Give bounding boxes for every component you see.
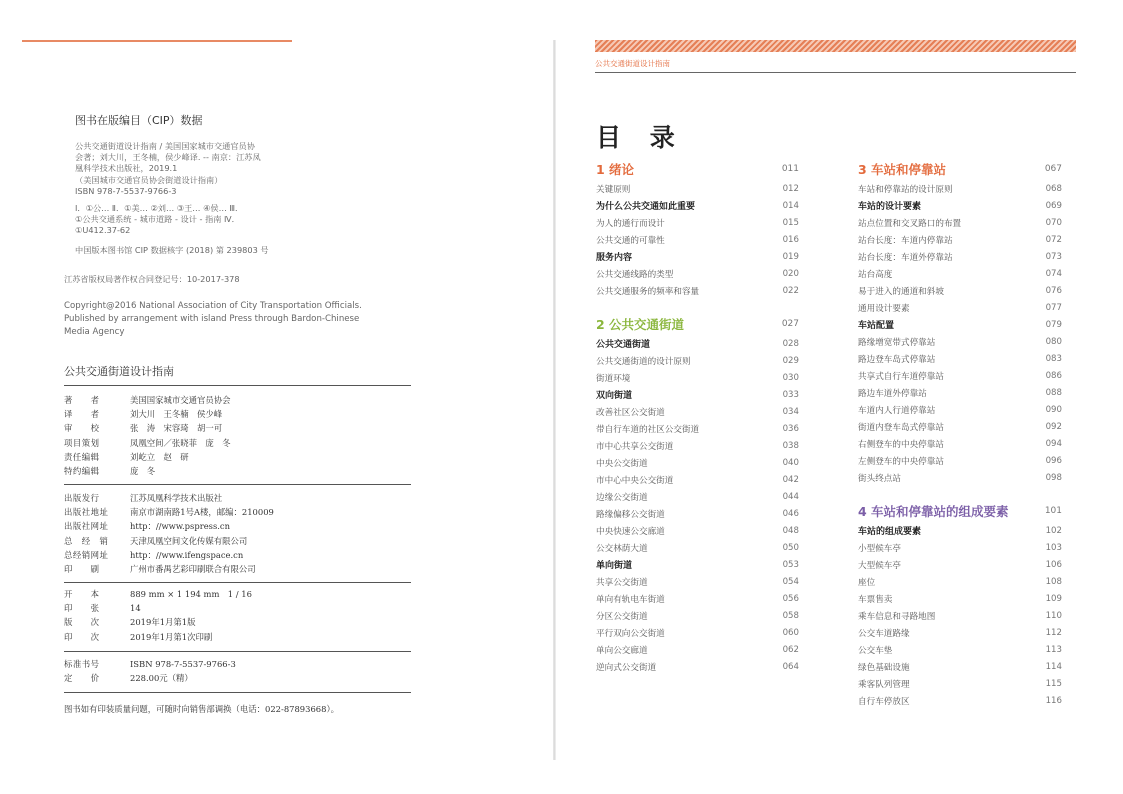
copyright-line: Media Agency [64,327,125,337]
toc-entry-title: 乘车信息和寻路地图 [858,611,936,622]
toc-entry-title: 公共交通街道的设计原则 [596,356,691,367]
cip-line: ISBN 978-7-5537-9766-3 [75,185,177,196]
toc-entry-page: 067 [1044,164,1062,174]
info-value: 2019年1月第1次印刷 [130,631,213,642]
divider [64,651,411,652]
toc-entry-title: 单向有轨电车街道 [596,594,665,605]
toc-entry-page: 114 [1045,661,1062,672]
toc-entry-page: 077 [1045,302,1062,313]
info-row [64,505,274,519]
toc-item[interactable] [858,435,1062,452]
info-row [64,491,274,505]
info-value: http：//www.ifengspace.cn [130,549,244,560]
toc-entry-page: 044 [782,491,799,502]
toc-entry-title: 单向街道 [596,561,633,571]
toc-entry-page: 110 [1045,610,1062,621]
running-head: 公共交通街道设计指南 [595,59,670,68]
copyright-line: Published by arrangement with island Press through Bardon-Chinese [64,314,360,324]
toc-entry-page: 072 [1045,234,1062,245]
toc-entry-page: 101 [1044,506,1062,516]
info-label: 版 次 [64,617,100,628]
toc-section[interactable] [858,316,1062,333]
toc-item[interactable] [858,590,1062,607]
info-label: 印 张 [64,603,100,614]
divider [64,692,411,693]
toc-entry-title: 易于进入的通道和斜坡 [858,286,944,297]
specs-list [64,587,252,644]
toc-entry-page: 016 [782,234,799,245]
info-row [64,519,274,533]
toc-entry-page: 069 [1045,200,1062,211]
toc-entry-title: 乘客队列管理 [858,679,910,690]
toc-entry-page: 029 [782,355,799,366]
toc-column-1 [596,158,799,675]
toc-entry-title: 单向公交廊道 [596,645,648,656]
toc-item[interactable] [858,573,1062,590]
info-label: 总 经 销 [64,535,109,546]
toc-entry-title: 双向街道 [596,391,633,401]
info-label: 出版发行 [64,493,100,503]
publisher-list [64,491,274,576]
info-row [64,587,252,601]
info-row [64,657,236,671]
toc-entry-title: 右侧登车的中央停靠站 [858,439,944,450]
toc-entry-page: 040 [782,457,799,468]
toc-entry-title: 市中心中央公交街道 [596,475,674,486]
toc-entry-title: 车站配置 [858,321,895,331]
toc-item[interactable] [596,352,799,369]
info-value: ISBN 978-7-5537-9766-3 [130,659,236,669]
toc-chapter[interactable] [596,313,799,335]
toc-entry-title: 街道内登车岛式停靠站 [858,422,944,433]
info-value: 江苏凤凰科学技术出版社 [130,493,223,503]
info-label: 项目策划 [64,437,100,448]
toc-entry-page: 094 [1045,438,1062,449]
toc-entry-page: 027 [781,319,799,329]
toc-entry-title: 站台长度：车道外停靠站 [858,252,953,263]
info-value: 14 [130,603,141,614]
toc-entry-title: 车站的设计要素 [858,202,922,212]
toc-entry-title: 路缘增宽带式停靠站 [858,337,936,348]
info-label: 出版社地址 [64,507,109,518]
cip-line: 凰科学技术出版社，2019.1 [75,163,178,174]
toc-entry-page: 048 [782,525,799,536]
toc-chapter[interactable] [858,158,1062,180]
top-rule [22,40,292,42]
quality-notice: 图书如有印装质量问题，可随时向销售部调换（电话：022-87893668）。 [64,704,339,714]
info-row [64,450,231,464]
toc-entry-title: 公共交通线路的类型 [596,269,674,280]
info-value: 889 mm × 1 194 mm 1 / 16 [130,589,252,599]
toc-item[interactable] [858,333,1062,350]
info-label: 定 价 [64,673,100,684]
toc-item[interactable] [858,624,1062,641]
cip-block [75,141,295,237]
right-page-toc [556,0,1123,794]
toc-item[interactable] [858,418,1062,435]
toc-entry-title: 2 公共交通街道 [596,317,685,332]
cip-verify-number: 中国版本图书馆 CIP 数据核字 (2018) 第 239803 号 [75,245,269,255]
toc-entry-title: 服务内容 [596,253,633,263]
info-row [64,630,252,644]
toc-entry-title: 小型候车亭 [858,543,901,554]
toc-item[interactable] [858,469,1062,486]
info-value: 刘屹立 赵 研 [130,451,189,462]
toc-entry-page: 020 [782,268,799,279]
toc-entry-page: 102 [1045,525,1062,536]
cip-line: （美国城市交通官员协会街道设计指南） [75,174,223,185]
toc-item[interactable] [596,420,799,437]
info-value: 美国国家城市交通官员协会 [130,395,231,405]
toc-entry-title: 街头终点站 [858,473,901,484]
toc-item[interactable] [858,367,1062,384]
toc-entry-page: 060 [782,627,799,638]
toc-item[interactable] [596,282,799,299]
toc-entry-title: 公交车道路缘 [858,628,910,639]
isbn-list [64,657,236,685]
info-row [64,421,231,435]
toc-entry-title: 站台高度 [858,269,893,280]
info-label: 出版社网址 [64,521,109,532]
toc-entry-title: 公交车垫 [858,645,893,656]
toc-entry-title: 公共交通街道 [596,340,651,350]
info-label: 总经销网址 [64,549,109,560]
toc-item[interactable] [858,265,1062,282]
toc-entry-title: 为人的通行而设计 [596,218,665,229]
toc-item[interactable] [858,658,1062,675]
toc-item[interactable] [858,692,1062,709]
toc-item[interactable] [858,248,1062,265]
toc-entry-page: 064 [782,661,799,672]
toc-entry-page: 012 [782,183,799,194]
info-row [64,464,231,478]
toc-entry-page: 038 [782,440,799,451]
toc-item[interactable] [596,522,799,539]
toc-entry-page: 011 [781,164,799,174]
toc-entry-page: 068 [1045,183,1062,194]
toc-section[interactable] [858,197,1062,214]
info-row [64,436,231,450]
book-title: 公共交通街道设计指南 [64,365,174,378]
toc-entry-page: 022 [782,285,799,296]
toc-entry-title: 左侧登车的中央停靠站 [858,456,944,467]
toc-entry-page: 103 [1045,542,1062,553]
contract-registration: 江苏省版权局著作权合同登记号：10-2017-378 [64,274,240,284]
info-value: 天津凤凰空间文化传媒有限公司 [130,535,248,546]
toc-entry-title: 中央公交街道 [596,458,648,469]
toc-item[interactable] [858,556,1062,573]
toc-entry-page: 019 [782,251,799,262]
toc-item[interactable] [596,573,799,590]
toc-item[interactable] [596,214,799,231]
toc-entry-page: 030 [782,372,799,383]
toc-entry-title: 大型候车亭 [858,560,901,571]
toc-entry-page: 112 [1045,627,1062,638]
toc-entry-page: 090 [1045,404,1062,415]
toc-entry-title: 通用设计要素 [858,303,910,314]
divider [64,385,411,386]
toc-item[interactable] [858,231,1062,248]
divider [64,484,411,485]
toc-section[interactable] [858,522,1062,539]
info-row [64,534,274,548]
toc-entry-title: 车票售卖 [858,594,893,605]
toc-item[interactable] [596,624,799,641]
info-row [64,562,274,576]
toc-item[interactable] [596,265,799,282]
toc-entry-page: 054 [782,576,799,587]
header-stripe [595,40,1076,52]
toc-entry-title: 平行双向公交街道 [596,628,665,639]
toc-entry-page: 074 [1045,268,1062,279]
info-value: 广州市番禺艺彩印刷联合有限公司 [130,563,256,574]
toc-entry-title: 逆向式公交街道 [596,662,657,673]
divider [64,582,411,583]
toc-entry-title: 路边车道外停靠站 [858,388,927,399]
toc-item[interactable] [858,299,1062,316]
info-value: 庞 冬 [130,465,156,476]
toc-entry-page: 015 [782,217,799,228]
cip-heading: 图书在版编目（CIP）数据 [75,114,203,127]
toc-item[interactable] [858,350,1062,367]
toc-entry-page: 036 [782,423,799,434]
toc-entry-page: 042 [782,474,799,485]
cip-subject-line: Ⅰ．①公… Ⅱ．①美… ②刘… ③王… ④侯… Ⅲ． [75,203,244,214]
info-row [64,601,252,615]
toc-section[interactable] [596,197,799,214]
toc-item[interactable] [858,214,1062,231]
toc-entry-page: 070 [1045,217,1062,228]
toc-column-2 [858,158,1062,709]
copyright-notice [64,300,362,339]
toc-entry-title: 带自行车道的社区公交街道 [596,424,700,435]
toc-entry-title: 绿色基础设施 [858,662,910,673]
toc-entry-page: 096 [1045,455,1062,466]
toc-item[interactable] [596,607,799,624]
toc-item[interactable] [596,403,799,420]
info-row [64,393,231,407]
toc-chapter[interactable] [596,158,799,180]
cip-subject-line: ①公共交通系统 - 城市道路 - 设计 - 指南 Ⅳ． [75,214,240,225]
toc-entry-page: 113 [1045,644,1062,655]
toc-section[interactable] [596,335,799,352]
toc-entry-page: 106 [1045,559,1062,570]
toc-entry-title: 座位 [858,577,876,588]
info-row [64,615,252,629]
toc-entry-title: 共享公交街道 [596,577,648,588]
info-value: 刘大川 王冬楠 侯少峰 [130,409,223,420]
toc-entry-page: 073 [1045,251,1062,262]
toc-entry-page: 053 [782,559,799,570]
toc-entry-title: 边缘公交街道 [596,492,648,503]
toc-entry-title: 车站的组成要素 [858,527,922,537]
info-value: 228.00元（精） [130,673,193,684]
toc-entry-title: 站点位置和交叉路口的布置 [858,218,962,229]
toc-chapter[interactable] [858,500,1062,522]
toc-entry-title: 街道环境 [596,373,631,384]
toc-entry-page: 034 [782,406,799,417]
toc-entry-title: 1 绪论 [596,162,635,177]
toc-entry-title: 分区公交街道 [596,611,648,622]
toc-entry-page: 108 [1045,576,1062,587]
toc-entry-page: 080 [1045,336,1062,347]
toc-item[interactable] [858,384,1062,401]
toc-entry-page: 079 [1045,319,1062,330]
toc-entry-page: 086 [1045,370,1062,381]
toc-item[interactable] [596,505,799,522]
toc-entry-title: 3 车站和停靠站 [858,162,947,177]
toc-entry-page: 083 [1045,353,1062,364]
info-label: 标准书号 [64,659,100,669]
info-value: 张 涛 宋容琦 胡一可 [130,423,223,434]
info-label: 印 刷 [64,563,100,574]
toc-entry-page: 076 [1045,285,1062,296]
toc-entry-page: 109 [1045,593,1062,604]
header-rule [595,72,1076,73]
toc-item[interactable] [596,590,799,607]
toc-item[interactable] [858,539,1062,556]
info-row [64,548,274,562]
toc-item[interactable] [596,471,799,488]
info-value: 2019年1月第1版 [130,617,196,628]
info-row [64,407,231,421]
toc-item[interactable] [858,180,1062,197]
toc-entry-title: 4 车站和停靠站的组成要素 [858,504,1009,519]
credits-list [64,393,231,478]
toc-section[interactable] [596,248,799,265]
info-label: 开 本 [64,589,100,599]
info-label: 审 校 [64,423,100,434]
toc-entry-page: 056 [782,593,799,604]
toc-entry-title: 站台长度：车道内停靠站 [858,235,953,246]
cip-line: 公共交通街道设计指南 / 美国国家城市交通官员协 [75,141,255,151]
info-label: 责任编辑 [64,451,100,462]
toc-item[interactable] [596,488,799,505]
toc-item[interactable] [858,607,1062,624]
toc-item[interactable] [596,539,799,556]
toc-entry-page: 116 [1045,695,1062,706]
toc-item[interactable] [596,658,799,675]
toc-item[interactable] [596,231,799,248]
info-label: 著 者 [64,395,100,405]
info-value: http：//www.pspress.cn [130,521,230,532]
toc-entry-page: 014 [782,200,799,211]
toc-entry-title: 为什么公共交通如此重要 [596,202,696,212]
toc-item[interactable] [858,282,1062,299]
info-label: 印 次 [64,631,100,642]
toc-entry-title: 路边登车岛式停靠站 [858,354,936,365]
toc-item[interactable] [596,437,799,454]
info-value: 凤凰空间／张晓菲 庞 冬 [130,437,231,448]
toc-spacer [596,299,799,313]
info-row [64,671,236,685]
toc-entry-title: 车站和停靠站的设计原则 [858,184,953,195]
toc-entry-title: 公共交通服务的频率和容量 [596,286,700,297]
toc-spacer [858,486,1062,500]
toc-entry-title: 公交林荫大道 [596,543,648,554]
toc-entry-page: 046 [782,508,799,519]
toc-item[interactable] [596,641,799,658]
info-label: 译 者 [64,409,100,420]
toc-entry-title: 共享式自行车道停靠站 [858,371,944,382]
toc-entry-title: 自行车停放区 [858,696,910,707]
toc-item[interactable] [858,675,1062,692]
toc-entry-title: 中央快速公交廊道 [596,526,665,537]
toc-entry-page: 088 [1045,387,1062,398]
toc-entry-title: 车道内人行道停靠站 [858,405,936,416]
left-page-copyright [0,0,555,794]
toc-entry-page: 058 [782,610,799,621]
toc-title: 目 录 [596,123,685,152]
copyright-line: Copyright@2016 National Association of City Transportation Officials. [64,301,362,311]
toc-entry-title: 关键原则 [596,184,631,195]
toc-entry-page: 028 [782,338,799,349]
info-label: 特约编辑 [64,465,100,476]
toc-entry-page: 062 [782,644,799,655]
toc-entry-title: 改善社区公交街道 [596,407,665,418]
toc-item[interactable] [858,401,1062,418]
toc-entry-title: 市中心共享公交街道 [596,441,674,452]
toc-entry-page: 050 [782,542,799,553]
toc-item[interactable] [596,454,799,471]
toc-section[interactable] [596,556,799,573]
toc-entry-page: 092 [1045,421,1062,432]
toc-entry-page: 115 [1045,678,1062,689]
toc-entry-page: 098 [1045,472,1062,483]
toc-item[interactable] [596,369,799,386]
toc-entry-page: 033 [782,389,799,400]
cip-subject-line: ①U412.37-62 [75,225,131,236]
cip-line: 会著；刘大川，王冬楠，侯少峰译. -- 南京：江苏凤 [75,152,261,163]
toc-section[interactable] [596,386,799,403]
toc-item[interactable] [596,180,799,197]
info-value: 南京市湖南路1号A楼，邮编：210009 [130,507,274,518]
toc-entry-title: 公共交通的可靠性 [596,235,665,246]
toc-item[interactable] [858,641,1062,658]
toc-item[interactable] [858,452,1062,469]
toc-entry-title: 路缘偏移公交街道 [596,509,665,520]
